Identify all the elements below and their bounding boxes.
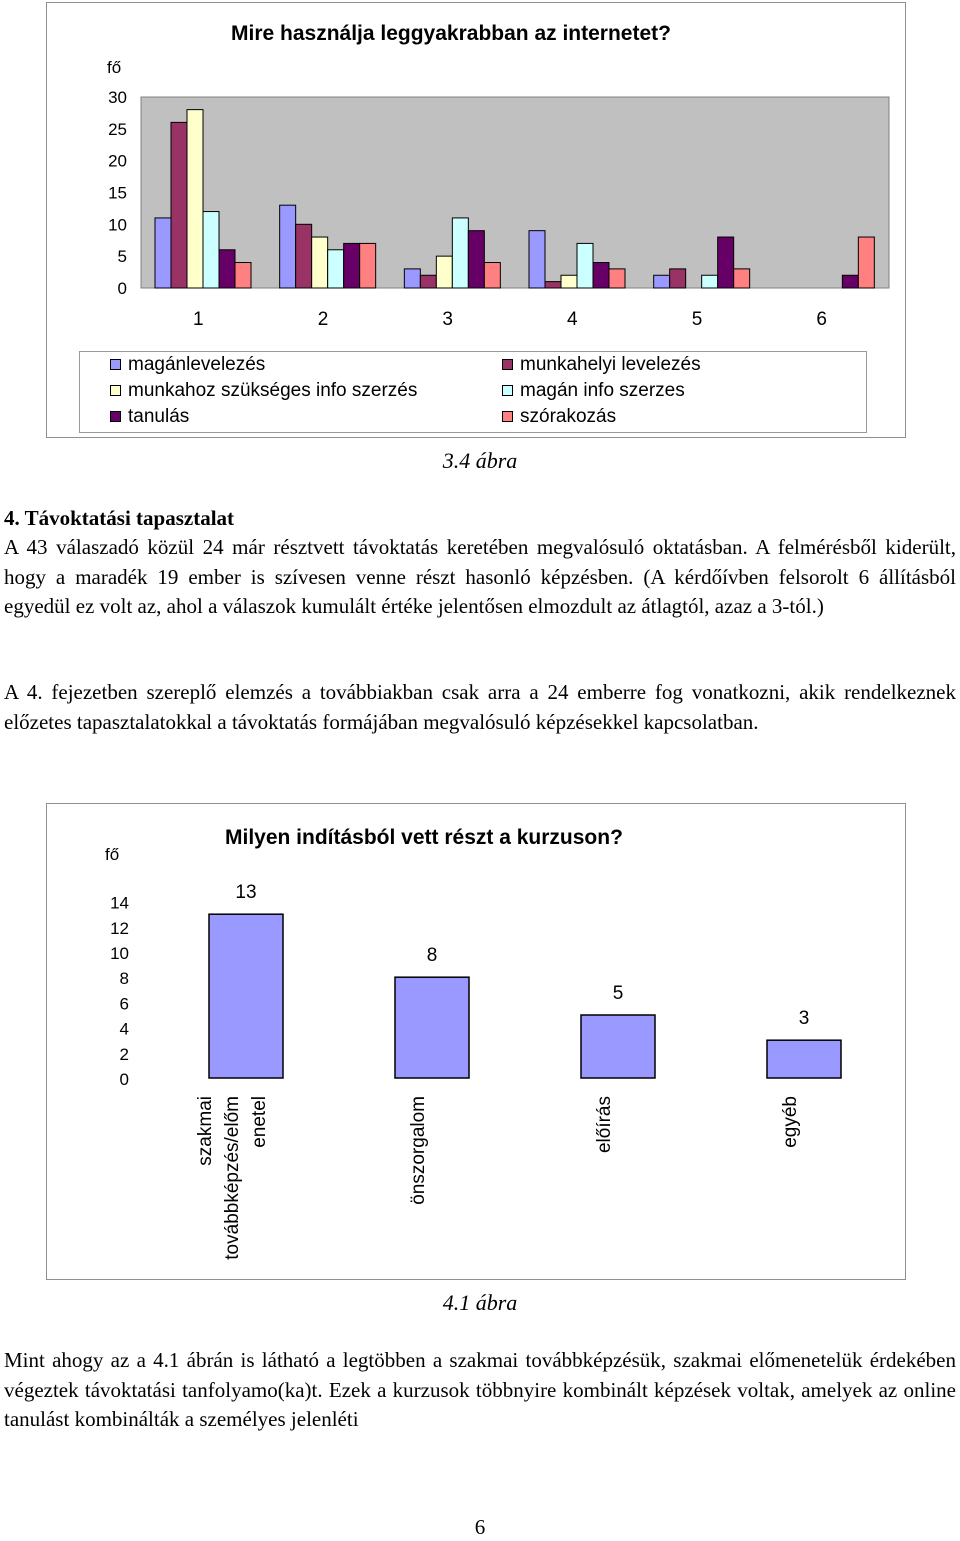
chart1-bar [702,275,718,288]
chart2-y-tick-label: 0 [119,1070,129,1089]
chart2-y-tick-label: 12 [110,918,129,938]
chart2-frame [46,803,906,1280]
chart1-bar [420,275,436,288]
chart1-bar [171,122,187,288]
paragraph-3: Mint ahogy az a 4.1 ábrán is látható a legtöbben a szakmai továbbképzésük, szakmai előmenetelük érdekében végeztek távoktatási tanfolyamo(ka)t. Ezek a kurzusok többnyire kombinált képzések voltak, amelyek az online tanulást kombinálták a személyes jelenléti [4,1348,956,1431]
chart1-x-tick-label: 1 [193,309,204,330]
chart1-bar [670,269,686,288]
chart1-bar [219,250,235,288]
chart1-bar [561,275,577,288]
chart1-bar [609,269,625,288]
legend-swatch [110,411,121,422]
paragraph-2: A 4. fejezetben szereplő elemzés a továbbiakban csak arra a 24 emberre fog vonatkozni, akik rendelkeznek előzetes tapasztalatokkal a távoktatás formájában megvalósuló képzésekkel kapcsolatban. [4,680,956,734]
chart2-value-label: 8 [426,945,438,967]
legend-label: munkahelyi levelezés [520,354,701,375]
chart2-y-tick-label: 10 [110,944,129,963]
chart2-x-tick-label [408,1096,429,1205]
chart1-bar [484,263,500,288]
chart1-x-tick-label: 3 [442,309,453,330]
chart1-bar [452,218,468,288]
legend-swatch [502,359,513,370]
legend-swatch [110,385,121,396]
legend-label: tanulás [128,406,190,427]
chart2-y-tick-label: 14 [110,893,129,913]
chart2-title: Milyen indításból vett részt a kurzuson? [225,826,623,849]
chart1-x-tick-label: 4 [567,309,578,330]
chart1-y-tick-label: 25 [108,119,127,139]
chart2-value-label: 3 [798,1008,810,1030]
chart1-y-tick-label: 30 [108,87,127,107]
chart2-x-tick-label-line: enetel [249,1096,270,1148]
chart2-x-tick-label-line: egyéb [780,1096,801,1148]
chart1-x-tick-label: 2 [317,309,329,330]
chart1-title: Mire használja leggyakrabban az internetet? [231,22,671,45]
legend-swatch [502,411,513,422]
chart2-x-tick-label [195,1096,270,1260]
chart1-bar [436,256,452,288]
paragraph-1: A 43 válaszadó közül 24 már résztvett távoktatás keretében megvalósuló oktatásban. A felmérésből kiderült, hogy a maradék 19 ember is szívesen venne részt hasonló képzésben. (A kérdőívben felsorolt 6 állításból egyedül ez volt az, ahol a válaszok kumulált értéke jelentősen elmozdult az átlagtól, azaz a 3-tól.) [4,535,956,618]
chart2-x-tick-label [594,1096,615,1153]
chart1-bar [718,237,734,288]
chart1-bar [577,243,593,288]
chart2-x-tick-label-line: önszorgalom [408,1096,429,1205]
chart1-bar [593,263,609,288]
chart2-y-tick-label: 2 [119,1044,129,1064]
figure-caption-4-1: 4.1 ábra [442,1290,518,1315]
chart2-y-tick-label: 8 [119,969,129,989]
chart2-x-tick-label-line: szakmai [195,1096,216,1166]
chart2-bar [209,914,283,1078]
legend-label: magán info szerzes [520,380,685,401]
chart1-bar [280,205,296,288]
chart2-value-label: 5 [612,983,624,1004]
chart1-bar [858,237,874,288]
chart1-bar [545,282,561,288]
legend-label: magánlevelezés [128,354,266,375]
chart1-bar [344,243,360,288]
chart1-bar [734,269,750,288]
chart1-y-tick-label: 5 [117,247,127,267]
chart2-svg [47,804,905,1279]
chart2-y-tick-label: 4 [119,1019,129,1039]
chart1-bar [187,110,203,288]
legend-label: szórakozás [520,406,617,427]
chart1-legend [79,351,867,433]
chart1-bar [654,275,670,288]
chart1-bar [296,224,312,288]
chart1-bar [404,269,420,288]
chart1-x-tick-label: 5 [691,309,703,330]
chart1-bar [842,275,858,288]
chart2-y-axis-label: fő [105,845,120,864]
chart1-bar [155,218,171,288]
chart1-frame [46,2,906,438]
chart1-bar [328,250,344,288]
chart2-x-tick-label [780,1096,801,1148]
chart2-value-label: 13 [235,882,257,904]
legend-label: munkahoz szükséges info szerzés [128,380,418,401]
chart1-y-tick-label: 0 [117,279,127,298]
chart1-y-tick-label: 10 [108,215,127,235]
chart1-x-tick-label: 6 [816,309,827,330]
chart1-y-tick-label: 20 [108,151,127,171]
chart1-bar [360,243,376,288]
legend-swatch [110,359,121,370]
chart1-bar [312,237,328,288]
chart2-bar [395,977,469,1078]
chart2-x-tick-label-line: továbbképzés/előm [222,1096,243,1260]
chart1-bar [235,263,251,288]
chart1-y-axis-label: fő [107,58,122,77]
page-number: 6 [474,1515,486,1539]
chart1-bar [203,212,219,288]
chart1-y-tick-label: 15 [108,183,127,203]
chart1-plot-area [141,97,889,288]
section-heading: 4. Távoktatási tapasztalat [4,506,235,530]
chart2-bar [581,1015,655,1078]
figure-caption-3-4: 3.4 ábra [442,448,518,473]
chart2-bar [767,1040,841,1078]
legend-swatch [502,385,513,396]
chart2-x-tick-label-line: előírás [594,1096,615,1154]
chart1-bar [468,231,484,288]
chart2-y-tick-label: 6 [119,994,129,1014]
chart1-bar [529,231,545,288]
